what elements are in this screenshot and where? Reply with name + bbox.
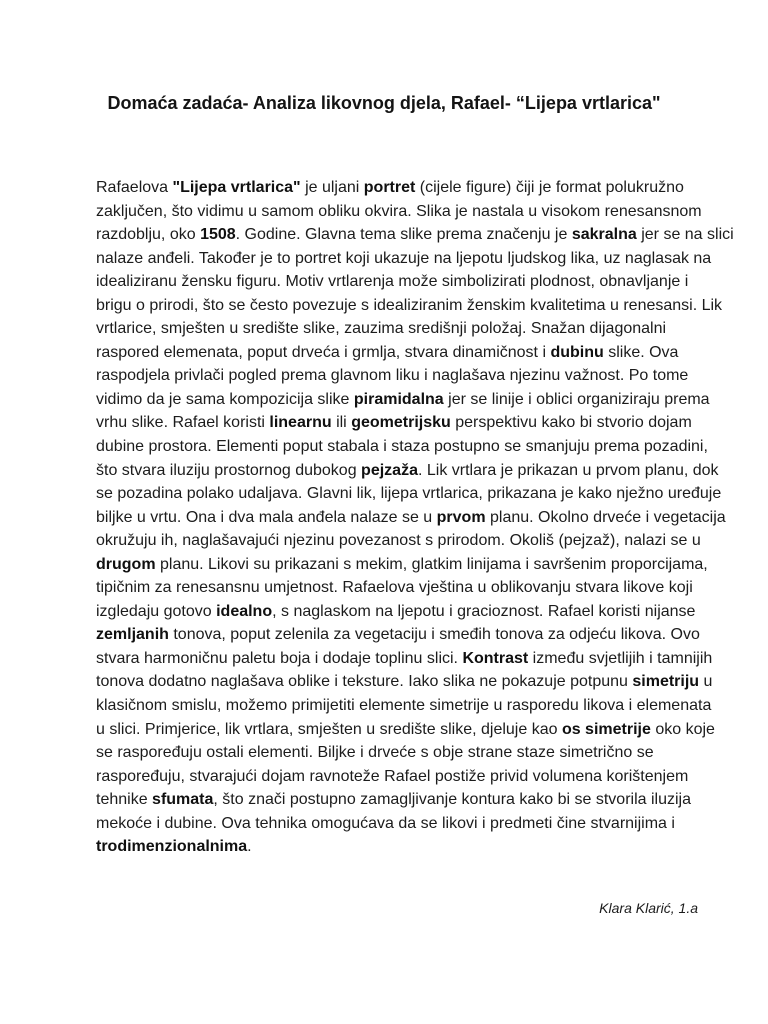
text-run: nalaze anđeli. Također je to portret koji ukazuje na ljepotu ljudskog lika, uz naglasak na bbox=[96, 249, 712, 267]
text-run: Rafaelova bbox=[96, 179, 173, 196]
bold-term: 1508 bbox=[200, 226, 236, 244]
text-run: razdoblju, oko bbox=[96, 226, 201, 244]
text-run: tonova dodatno naglašava oblike i teksture. Iako slika ne pokazuje potpunu bbox=[96, 673, 633, 691]
text-run: se raspoređuju ostali elementi. Biljke i drveće s obje strane staze simetrično se bbox=[96, 744, 654, 762]
bold-term: simetriju bbox=[632, 673, 700, 691]
body-line bbox=[96, 506, 726, 530]
text-run: klasičnom smislu, možemo primijetiti elemente simetrije u rasporedu likova i elemenata bbox=[96, 697, 712, 715]
text-run: . Lik vrtlara je prikazan u prvom planu, dok bbox=[417, 461, 719, 479]
body-line bbox=[96, 482, 722, 506]
bold-term: piramidalna bbox=[353, 390, 444, 408]
text-run: jer se linije i oblici organiziraju prema bbox=[443, 390, 710, 408]
bold-term: zemljanih bbox=[96, 626, 169, 644]
body-line bbox=[96, 223, 734, 247]
body-line bbox=[96, 411, 706, 435]
body-line bbox=[96, 176, 706, 200]
text-run: vrtlarice, smješten u središte slike, zauzima središnji položaj. Snažan dijagonalni bbox=[96, 320, 667, 338]
body-line bbox=[96, 694, 712, 718]
text-run: se pozadina polako udaljava. Glavni lik, lijepa vrtlarica, prikazana je kako nježno uređuje bbox=[96, 485, 722, 503]
text-run: zaključen, što vidimu u samom obliku okvira. Slika je nastala u visokom renesansnom bbox=[96, 202, 702, 220]
text-run: . bbox=[247, 838, 252, 856]
document-body bbox=[96, 176, 734, 859]
bold-term: idealno bbox=[216, 602, 273, 620]
text-run: mekoće i dubine. Ova tehnika omogućava da se likovi i predmeti čine stvarnijima i bbox=[96, 814, 675, 832]
text-run: jer se na slici bbox=[636, 226, 734, 244]
body-line bbox=[96, 670, 713, 694]
body-line bbox=[96, 741, 706, 765]
bold-term: drugom bbox=[96, 555, 156, 573]
text-run: u slici. Primjerice, lik vrtlara, smješten u središte slike, djeluje kao bbox=[96, 720, 562, 738]
body-line bbox=[96, 600, 706, 624]
text-run: vidimo da je sama kompozicija slike bbox=[96, 390, 354, 408]
text-run: raspodjela privlači pogled prema glavnom liku i naglašava njezinu važnost. Po tome bbox=[96, 367, 689, 385]
bold-term: Kontrast bbox=[462, 649, 529, 667]
bold-term: portret bbox=[363, 179, 416, 196]
text-run: perspektivu kako bi stvorio dojam bbox=[450, 414, 692, 432]
body-line bbox=[96, 576, 706, 600]
text-run: okružuju ih, naglašavajući njezinu povezanost s prirodom. Okoliš (pejzaž), nalazi se u bbox=[96, 532, 701, 550]
text-run: je uljani bbox=[300, 179, 364, 196]
body-line bbox=[96, 435, 706, 459]
body-line bbox=[96, 200, 706, 224]
body-line bbox=[96, 294, 723, 318]
body-line bbox=[96, 788, 706, 812]
text-run: . Godine. Glavna tema slike prema značenju je bbox=[235, 226, 572, 244]
body-line bbox=[96, 812, 706, 836]
body-line bbox=[96, 623, 706, 647]
text-run: između svjetlijih i tamnijih bbox=[528, 649, 713, 667]
text-run: tipičnim za renesansnu umjetnost. Rafaelova vještina u oblikovanju stvara likove koji bbox=[96, 579, 693, 597]
body-line bbox=[96, 270, 706, 294]
body-line bbox=[96, 647, 713, 671]
body-line bbox=[96, 553, 706, 577]
text-run: vrhu slike. Rafael koristi bbox=[96, 414, 270, 432]
body-line bbox=[96, 835, 706, 859]
text-run: (cijele figure) čiji je format polukružno bbox=[415, 179, 684, 196]
text-run: dubine prostora. Elementi poput stabala i staza postupno se smanjuju prema pozadini, bbox=[96, 438, 708, 456]
text-run: idealiziranu žensku figuru. Motiv vrtlarenja može simbolizirati plodnost, obnavljanje i bbox=[96, 273, 689, 291]
body-line bbox=[96, 247, 712, 271]
bold-term: linearnu bbox=[269, 414, 332, 432]
text-run: što stvara iluziju prostornog dubokog bbox=[96, 461, 362, 479]
text-run: izgledaju gotovo bbox=[96, 602, 217, 620]
text-run: planu. Okolno drveće i vegetacija bbox=[485, 508, 726, 526]
bold-term: os simetrije bbox=[561, 720, 651, 738]
text-run: biljke u vrtu. Ona i dva mala anđela nalaze se u bbox=[96, 508, 437, 526]
bold-term: sakralna bbox=[571, 226, 637, 244]
body-line bbox=[96, 341, 706, 365]
bold-term: "Lijepa vrtlarica" bbox=[172, 179, 301, 196]
body-line bbox=[96, 459, 719, 483]
text-run: tonova, poput zelenila za vegetaciju i smeđih tonova za odjeću likova. Ovo bbox=[168, 626, 700, 644]
text-run: tehnike bbox=[96, 791, 153, 809]
text-run: u bbox=[699, 673, 713, 691]
body-line bbox=[96, 317, 706, 341]
bold-term: pejzaža bbox=[361, 461, 418, 479]
bold-term: prvom bbox=[436, 508, 486, 526]
text-run: planu. Likovi su prikazani s mekim, glatkim linijama i savršenim proporcijama, bbox=[155, 555, 708, 573]
text-run: , što znači postupno zamagljivanje kontura kako bi se stvorila iluzija bbox=[213, 791, 691, 809]
body-line bbox=[96, 364, 706, 388]
document-title: Domaća zadaća- Analiza likovnog djela, Rafael- “Lijepa vrtlarica" bbox=[107, 93, 661, 113]
author-signature: Klara Klarić, 1.a bbox=[599, 900, 698, 916]
text-run: , s naglaskom na ljepotu i gracioznost. Rafael koristi nijanse bbox=[272, 602, 696, 620]
bold-term: sfumata bbox=[152, 791, 214, 809]
text-run: slike. Ova bbox=[603, 343, 679, 361]
bold-term: dubinu bbox=[550, 343, 604, 361]
text-run: oko koje bbox=[650, 720, 715, 738]
body-line bbox=[96, 718, 715, 742]
text-run: stvara harmoničnu paletu boja i dodaje toplinu slici. bbox=[96, 649, 463, 667]
text-run: brigu o prirodi, što se često povezuje s idealiziranim ženskim kvalitetima u renesansi. Lik bbox=[96, 296, 723, 314]
text-run: raspored elemenata, poput drveća i grmlja, stvara dinamičnost i bbox=[96, 343, 551, 361]
body-line bbox=[96, 529, 706, 553]
text-run: raspoređuju, stvarajući dojam ravnoteže Rafael postiže privid volumena korištenjem bbox=[96, 767, 689, 785]
body-line bbox=[96, 765, 706, 789]
text-run: ili bbox=[331, 414, 352, 432]
body-line bbox=[96, 388, 710, 412]
bold-term: trodimenzionalnima bbox=[96, 838, 248, 856]
bold-term: geometrijsku bbox=[351, 414, 451, 432]
